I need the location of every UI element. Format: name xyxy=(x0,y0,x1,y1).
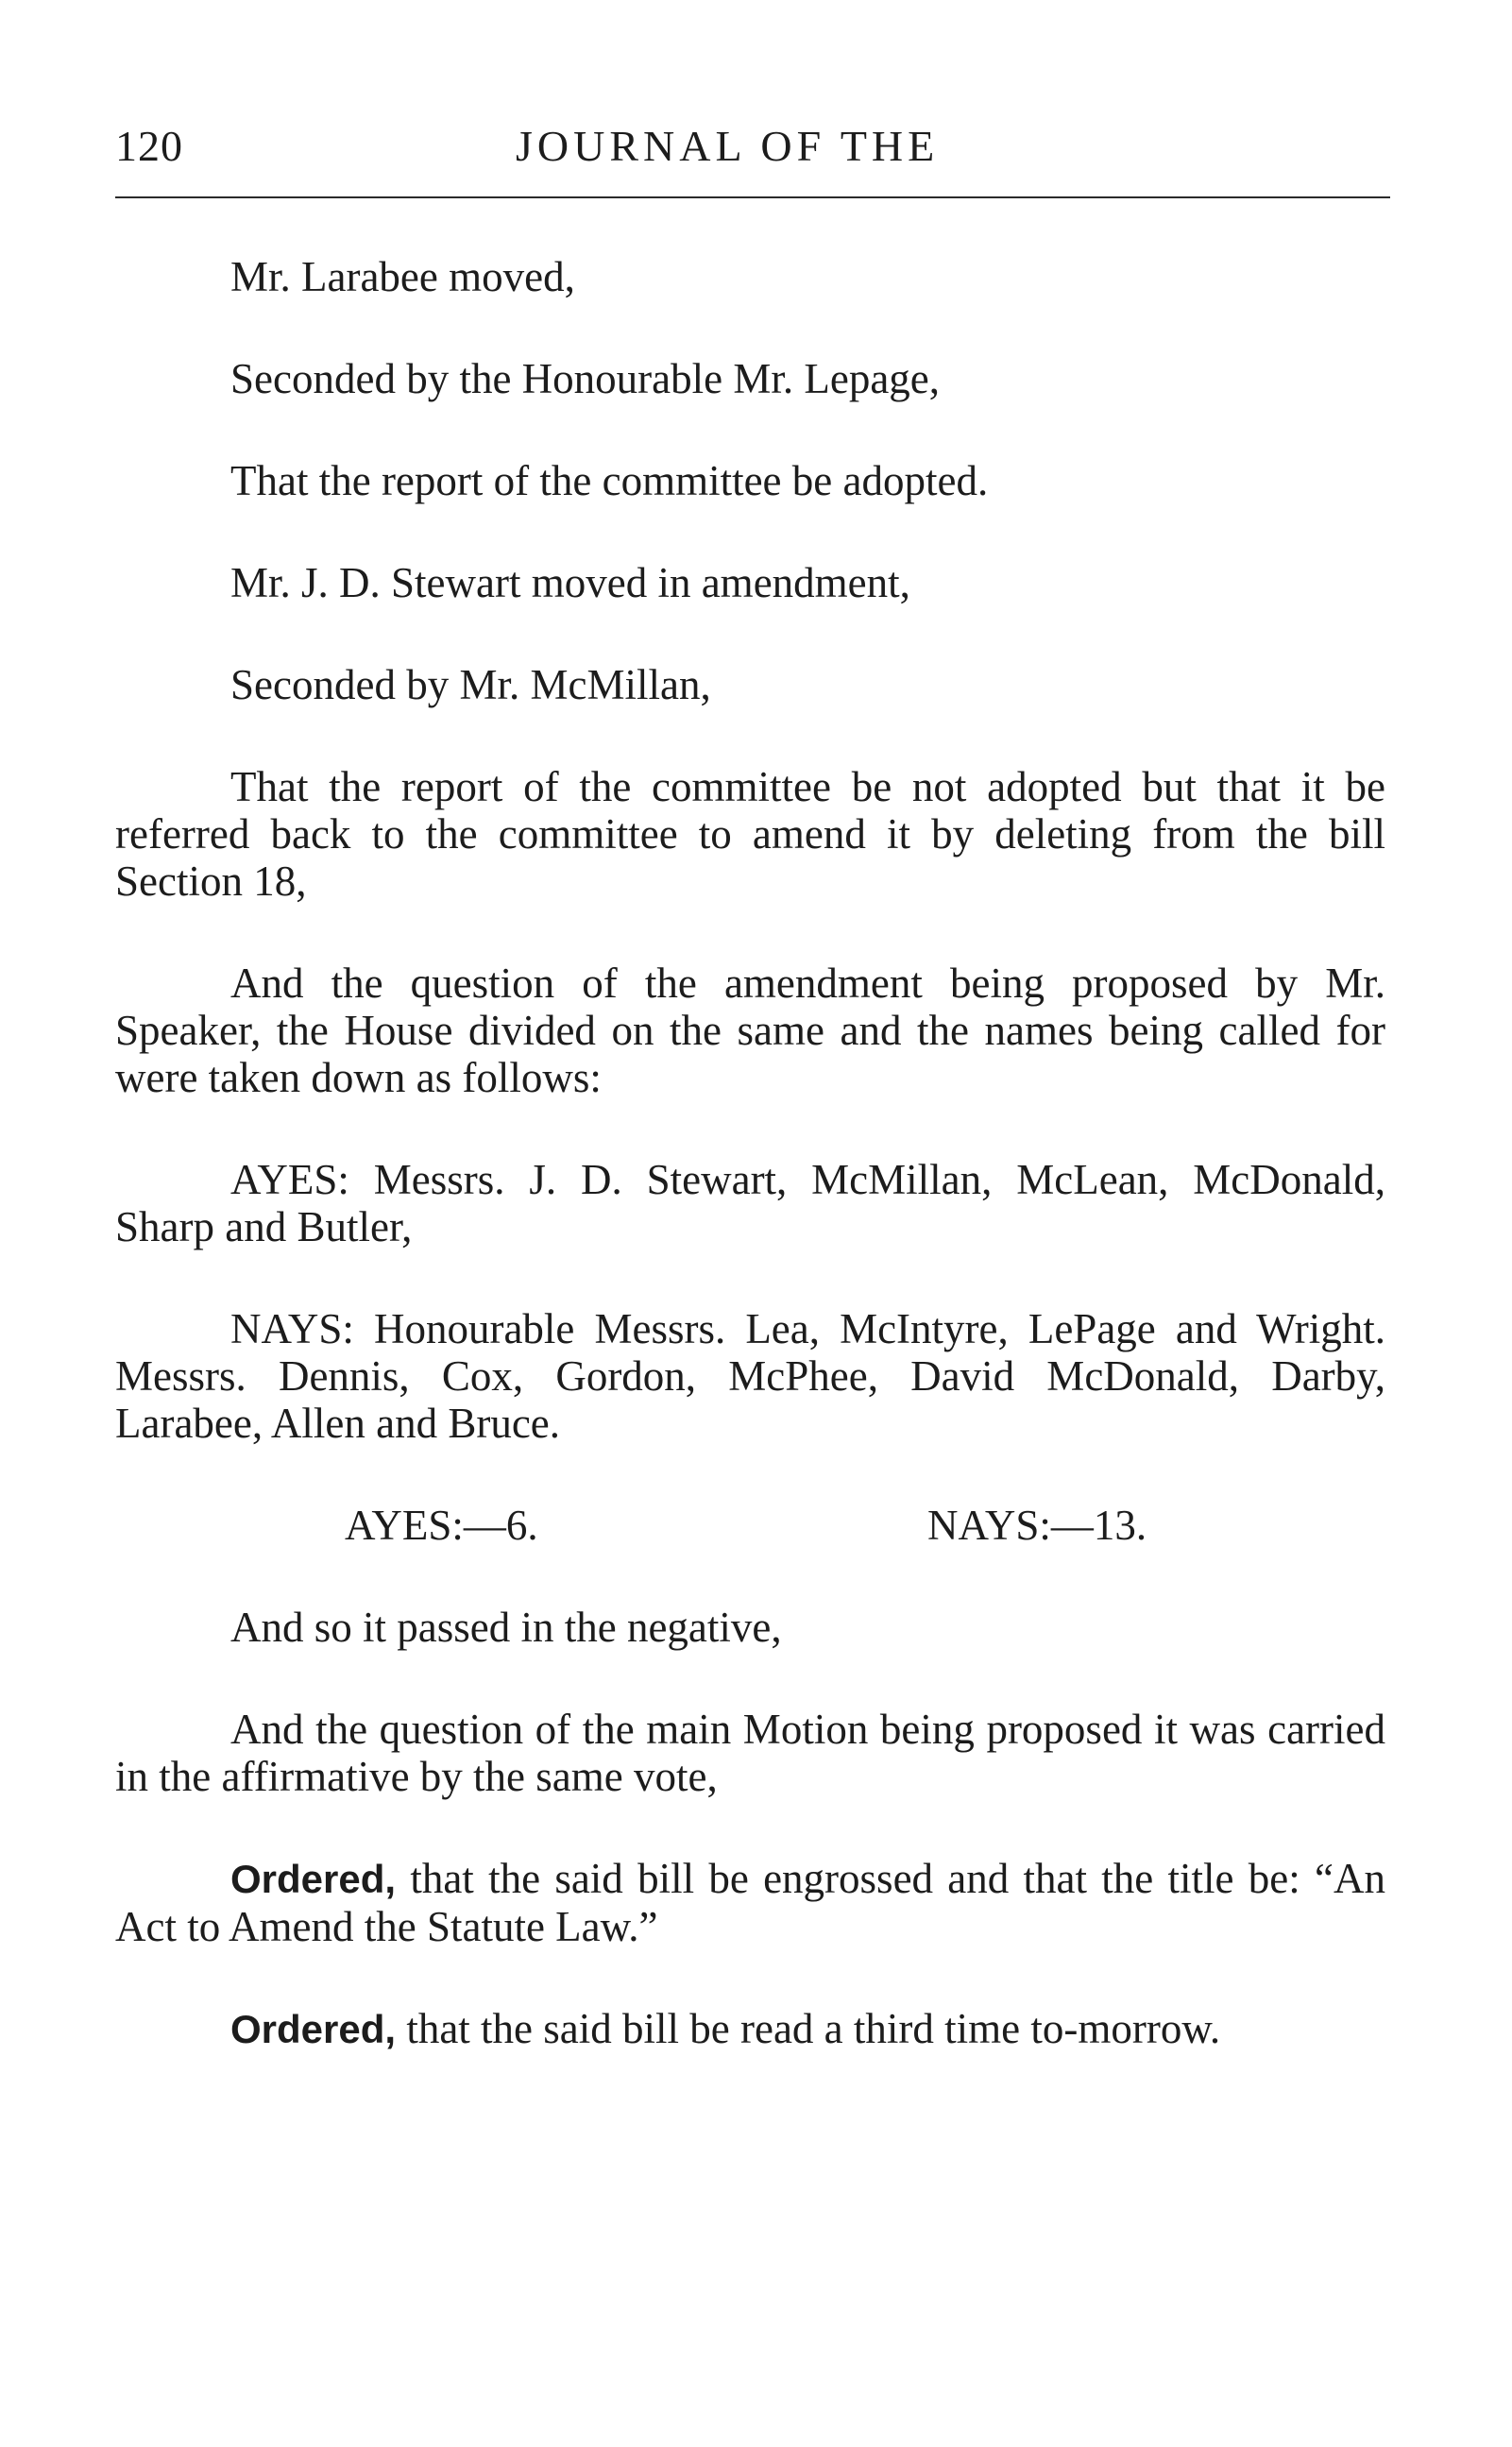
vote-tally xyxy=(115,1502,1385,1549)
ordered-label: Ordered, xyxy=(230,1857,397,1901)
paragraph-amendment-mover: Mr. J. D. Stewart moved in amendment, xyxy=(230,559,910,606)
ordered-third-reading-text: that the said bill be read a third time to-morrow. xyxy=(396,2005,1221,2052)
ayes-count: AYES:—6. xyxy=(345,1502,538,1549)
paragraph-amendment-text: That the report of the committee be not adopted but that it be referred back to the committee to amend it by deleting from the bill Section 18, xyxy=(115,763,1385,905)
header-rule xyxy=(115,196,1390,198)
journal-body xyxy=(115,253,1385,2053)
paragraph-resolution: That the report of the committee be adopted. xyxy=(230,457,989,504)
page-number: 120 xyxy=(115,122,183,170)
running-head: JOURNAL OF THE xyxy=(516,122,940,170)
page-header xyxy=(115,121,1390,187)
paragraph-main-motion: And the question of the main Motion being proposed it was carried in the affirmative by the same vote, xyxy=(115,1706,1385,1800)
ordered-label: Ordered, xyxy=(230,2007,397,2051)
paragraph-ordered-engrossed xyxy=(115,1855,1385,1950)
paragraph-motion: Mr. Larabee moved, xyxy=(230,253,575,300)
paragraph-ayes-list: AYES: Messrs. J. D. Stewart, McMillan, McLean, McDonald, Sharp and Butler, xyxy=(115,1156,1385,1250)
nays-count: NAYS:—13. xyxy=(927,1502,1147,1549)
paragraph-ordered-third-reading xyxy=(115,2005,1385,2053)
paragraph-seconder: Seconded by the Honourable Mr. Lepage, xyxy=(230,355,941,402)
paragraph-negative: And so it passed in the negative, xyxy=(230,1604,782,1651)
paragraph-amendment-seconder: Seconded by Mr. McMillan, xyxy=(230,661,711,708)
paragraph-nays-list: NAYS: Honourable Messrs. Lea, McIntyre, LePage and Wright. Messrs. Dennis, Cox, Gordon, McPhee, David McDonald, Darby, Larabee, Allen and Bruce. xyxy=(115,1305,1385,1447)
paragraph-division: And the question of the amendment being proposed by Mr. Speaker, the House divided on the same and the names being called for were taken down as follows: xyxy=(115,960,1385,1101)
ordered-engrossed-text: that the said bill be engrossed and that the title be: “An Act to Amend the Statute Law.” xyxy=(115,1855,1385,1950)
